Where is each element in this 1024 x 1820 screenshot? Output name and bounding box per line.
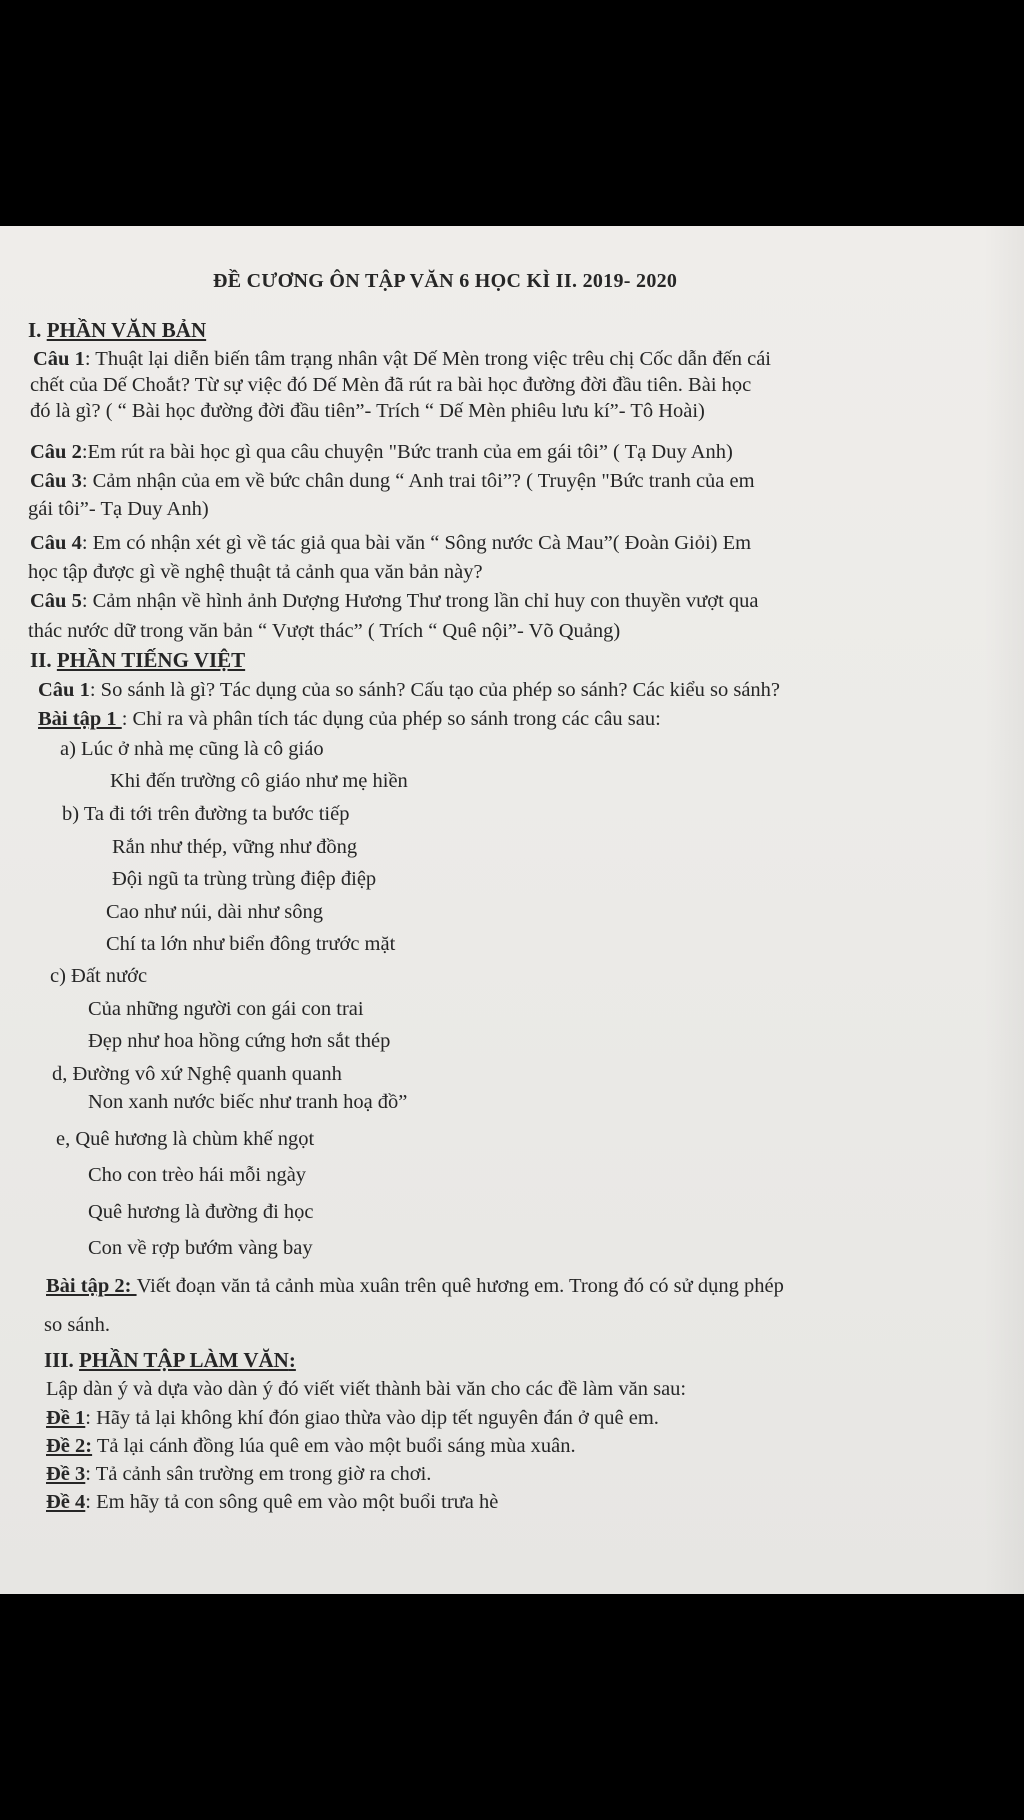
- poem-b-line-5: Chí ta lớn như biển đông trước mặt: [106, 933, 396, 955]
- exercise-2-line-1: Bài tập 2: Viết đoạn văn tả cảnh mùa xuân trên quê hương em. Trong đó có sử dụng phép: [46, 1275, 784, 1297]
- poem-b-line-4: Cao như núi, dài như sông: [106, 901, 323, 923]
- poem-d-line-2: Non xanh nước biếc như tranh hoạ đồ”: [88, 1091, 408, 1113]
- poem-b-line-1: b) Ta đi tới trên đường ta bước tiếp: [62, 803, 350, 825]
- poem-b-line-3: Đội ngũ ta trùng trùng điệp điệp: [112, 868, 377, 890]
- composition-instruction: Lập dàn ý và dựa vào dàn ý đó viết viết thành bài văn cho các đề làm văn sau:: [46, 1378, 687, 1400]
- question-1-line-1: Câu 1: Thuật lại diễn biến tâm trạng nhân vật Dế Mèn trong việc trêu chị Cốc dẫn đến cái: [33, 348, 771, 370]
- poem-a-line-2: Khi đến trường cô giáo như mẹ hiền: [110, 770, 408, 792]
- question-3-line-2: gái tôi”- Tạ Duy Anh): [28, 498, 209, 520]
- poem-c-line-1: c) Đất nước: [50, 965, 148, 987]
- section-heading-1: I. PHẦN VĂN BẢN: [28, 318, 207, 342]
- poem-d-line-1: d, Đường vô xứ Nghệ quanh quanh: [52, 1063, 342, 1085]
- question-2: Câu 2:Em rút ra bài học gì qua câu chuyện "Bức tranh của em gái tôi” ( Tạ Duy Anh): [30, 441, 733, 463]
- topic-4: Đề 4: Em hãy tả con sông quê em vào một buổi trưa hè: [46, 1491, 499, 1513]
- topic-2: Đề 2: Tả lại cánh đồng lúa quê em vào một buổi sáng mùa xuân.: [46, 1435, 576, 1457]
- poem-b-line-2: Rắn như thép, vững như đồng: [112, 836, 358, 858]
- question-5-line-2: thác nước dữ trong văn bản “ Vượt thác” ( Trích “ Quê nội”- Võ Quảng): [28, 620, 621, 642]
- poem-e-line-1: e, Quê hương là chùm khế ngọt: [56, 1128, 315, 1150]
- exercise-1-heading: Bài tập 1 : Chỉ ra và phân tích tác dụng của phép so sánh trong các câu sau:: [38, 708, 661, 730]
- poem-c-line-2: Của những người con gái con trai: [88, 998, 364, 1020]
- question-5-line-1: Câu 5: Cảm nhận về hình ảnh Dượng Hương Thư trong lần chỉ huy con thuyền vượt qua: [30, 590, 759, 612]
- question-3-line-1: Câu 3: Cảm nhận của em về bức chân dung “ Anh trai tôi”? ( Truyện "Bức tranh của em: [30, 470, 755, 492]
- exercise-2-line-2: so sánh.: [44, 1314, 111, 1336]
- poem-e-line-4: Con về rợp bướm vàng bay: [88, 1237, 313, 1259]
- poem-c-line-3: Đẹp như hoa hồng cứng hơn sắt thép: [88, 1030, 391, 1052]
- question-1-line-2: chết của Dế Choắt? Từ sự việc đó Dế Mèn đã rút ra bài học đường đời đầu tiên. Bài học: [30, 374, 752, 396]
- topic-3: Đề 3: Tả cảnh sân trường em trong giờ ra chơi.: [46, 1463, 432, 1485]
- section-2-question-1: Câu 1: So sánh là gì? Tác dụng của so sánh? Cấu tạo của phép so sánh? Các kiểu so sánh?: [38, 679, 781, 701]
- section-heading-2: II. PHẦN TIẾNG VIỆT: [30, 648, 246, 672]
- question-4-line-2: học tập được gì về nghệ thuật tả cảnh qua văn bản này?: [28, 561, 483, 583]
- document-title: ĐỀ CƯƠNG ÔN TẬP VĂN 6 HỌC KÌ II. 2019- 2020: [213, 270, 678, 292]
- question-1-line-3: đó là gì? ( “ Bài học đường đời đầu tiên”- Trích “ Dế Mèn phiêu lưu kí”- Tô Hoài): [30, 400, 705, 422]
- topic-1: Đề 1: Hãy tả lại không khí đón giao thừa vào dịp tết nguyên đán ở quê em.: [46, 1407, 659, 1429]
- section-heading-3: III. PHẦN TẬP LÀM VĂN:: [44, 1348, 296, 1372]
- poem-a-line-1: a) Lúc ở nhà mẹ cũng là cô giáo: [60, 738, 324, 760]
- poem-e-line-2: Cho con trèo hái mỗi ngày: [88, 1164, 307, 1186]
- poem-e-line-3: Quê hương là đường đi học: [88, 1201, 314, 1223]
- question-4-line-1: Câu 4: Em có nhận xét gì về tác giả qua bài văn “ Sông nước Cà Mau”( Đoàn Giỏi) Em: [30, 532, 752, 554]
- exam-paper: [0, 226, 1024, 1594]
